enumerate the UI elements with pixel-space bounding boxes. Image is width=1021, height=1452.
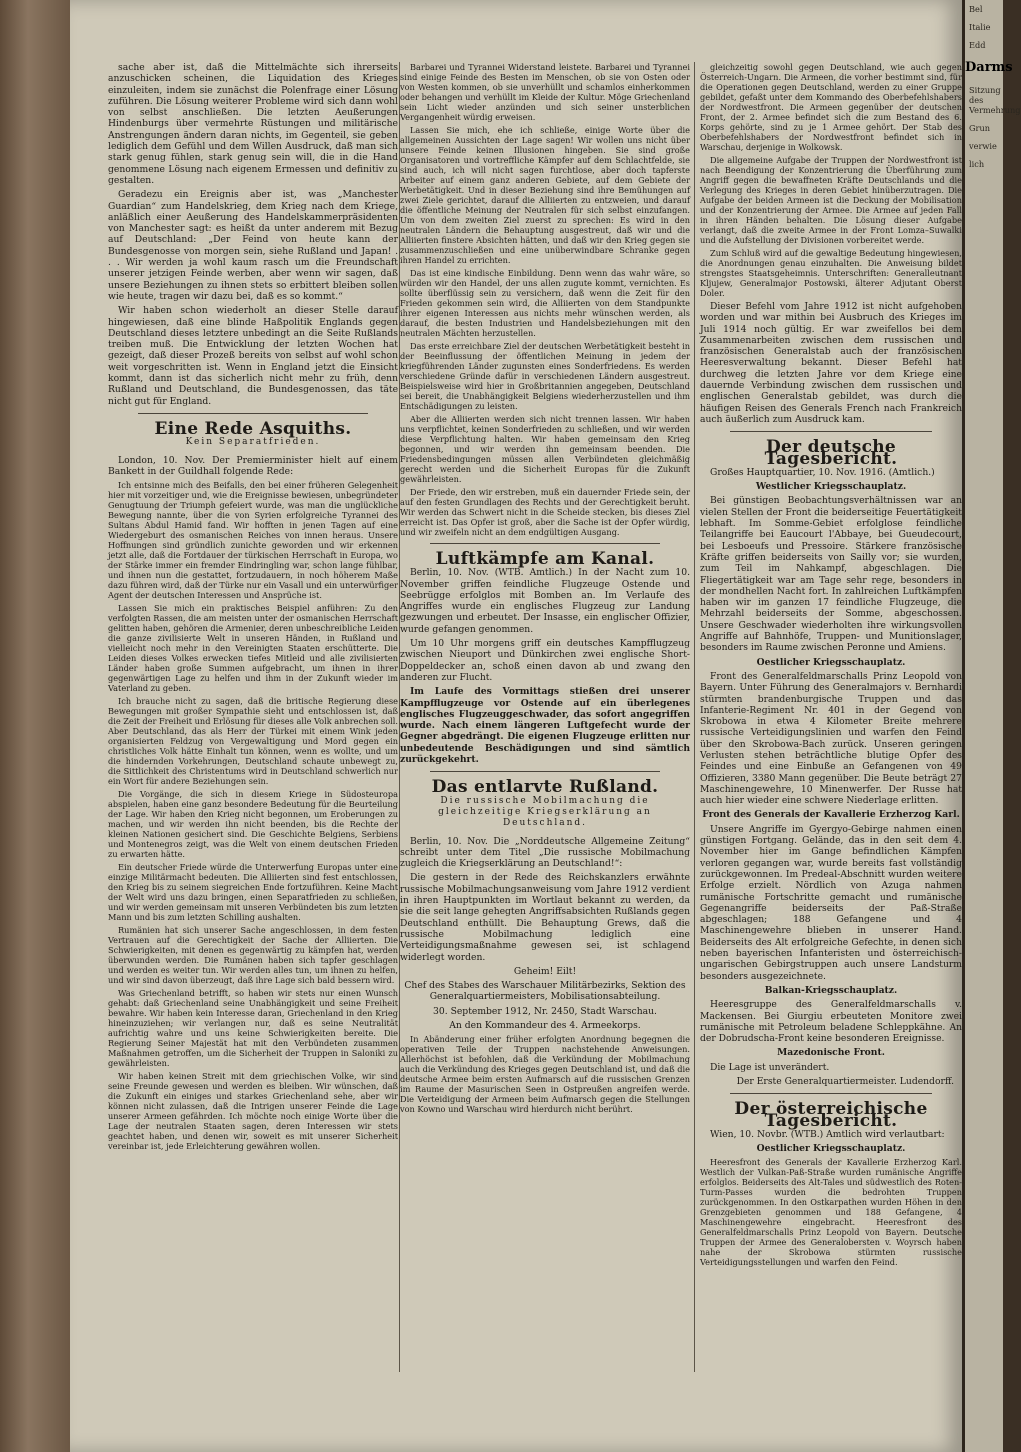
section-title: Oestlicher Kriegsschauplatz. <box>756 1143 906 1155</box>
paragraph: Heeresfront des Generals der Kavallerie Erzherzog Karl. Westlich der Vulkan-Paß-Straße wurden rumänische Angriffe erfolglos. Beiderseits des Alt-Tales und südwestlich des Roten-Turm-Passes wurden die bedrohten Truppen zurückgenommen. In den Ostkarpathen wurden Höhen in den Grenzgebieten genommen und 188 Gefangene, 4 Maschinengewehre eingebracht. Heeresfront des Generalfeldmarschalls Prinz Leopold von Bayern. Deutsche Truppen der Armee des Generalobersten v. Woyrsch haben nahe der Skrobowa stürmten russische Verteidigungsstellungen und warfen den Feind. <box>700 1157 962 1268</box>
section-title: Mazedonische Front. <box>777 1047 885 1059</box>
paragraph: Ich brauche nicht zu sagen, daß die britische Regierung diese Bewegungen mit großer Sympathie sieht und entschlossen ist, daß die Zeit der Freiheit und Erlösung für dieses alle Volk anbrechen soll. Aber Deutschland, das als Herr der Türkei mit einem Wink jeden organisierten Feldzug von Vergewaltigung und Mord gegen ein christliches Volk hätte Einhalt tun können, wenn es wollte, und um die hindernden Vorkehrungen, Deutschland schaute unbewegt zu, die Sittlichkeit des Christentums wird in Deutschland schwerlich nur ein Wort für andere Beziehungen sein. <box>108 696 398 787</box>
section-title: Oestlicher Kriegsschauplatz. <box>756 656 906 668</box>
paragraph: Lassen Sie mich ein praktisches Beispiel anführen: Zu den verfolgten Rassen, die am meisten unter der osmanischen Herrschaft gelitten haben, gehören die Armenier, deren unbeschreibliche Leiden die ganze zivilisierte Welt in unseren Händen, in Rußland und vielleicht noch mehr in den Vereinigten Staaten erschütterte. Die Leiden dieses Volkes erwecken tiefes Mitleid und alle zivilisierten Länder haben große Summen aufgebracht, um ihnen in ihrer gegenwärtigen Lage zu helfen und ihm in der Zukunft wieder im Vaterland zu geben. <box>108 603 398 694</box>
article-subhead: Kein Separatfrieden. <box>185 437 321 448</box>
doc-line: Geheim! Eilt! <box>513 965 577 977</box>
doc-line: 30. September 1912, Nr. 2450, Stadt Warschau. <box>433 1005 657 1017</box>
column-2 <box>400 62 690 1372</box>
adjacent-page-headline: Darms <box>965 60 1013 75</box>
paragraph: In Abänderung einer früher erfolgten Anordnung begegnen die operativen Teile der Truppen nachstehende Anweisungen. Allerhöchst ist befohlen, daß die Verkündung der Mobilmachung auch die Verkündung des Krieges gegen Deutschland ist, und daß die deutsche Armee beim ersten Aufmarsch auf die russischen Grenzen im Raume der Masurischen Seen in Ostpreußen angreifen werde. Die Verteidigung der Armeen beim Aufmarsch gegen die Stellungen von Kowno und Warschau wird hierdurch nicht berührt. <box>400 1034 690 1115</box>
paragraph: Ich entsinne mich des Beifalls, den bei einer früheren Gelegenheit hier mit vorzeitiger und, wie die Ereignisse bewiesen, unbegründeter Genugtuung der Triumph gefeiert wurde, was man die unglückliche Bewegung nannte, über die von Syrien erfolgreiche Tyrannei des Sultans Abdul Hamid fand. Wir hofften in jenen Tagen auf eine Wiedergeburt des osmanischen Reiches von innen heraus. Unsere Hoffnungen sind gründlich zunichte geworden und wir erkennen jetzt alle, daß die Fortdauer der türkischen Herrschaft in Europa, wo der Stärke immer ein fremder Eindringling war, schon lange fühlbar, und ihnen nun die gestattet, fortzudauern, in noch höherem Maße dazu führen wird, daß der Türke nur ein Vasall und ein unterwürfiger Agent der deutschen Interessen und Ansprüche ist. <box>108 480 398 601</box>
paragraph: Aber die Alliierten werden sich nicht trennen lassen. Wir haben uns verpflichtet, keinen Sonderfrieden zu schließen, und wir werden diese Verpflichtung halten. Wir haben gemeinsam den Krieg begonnen, und wir werden ihn gemeinsam beenden. Die Friedensbedingungen müssen allen Verbündeten gleichmäßig gerecht werden und die Sicherheit Europas für die Zukunft gewährleisten. <box>400 414 690 484</box>
paragraph: Heeresgruppe des Generalfeldmarschalls v. Mackensen. Bei Giurgiu erbeuteten Monitore zwei rumänische mit Petroleum beladene Schleppkähne. An der Dobrudscha-Front keine besonderen Ereignisse. <box>700 999 962 1045</box>
section-title: Westlicher Kriegsschauplatz. <box>755 481 907 493</box>
dateline: Wien, 10. Novbr. (WTB.) Amtlich wird verlautbart: <box>710 1128 945 1140</box>
paragraph: Dieser Befehl vom Jahre 1912 ist nicht aufgehoben worden und war mithin bei Ausbruch des Krieges im Juli 1914 noch gültig. Er war zweifellos bei dem Zusammenarbeiten zwischen dem russischen und französischen Generalstab auch der französischen Heeresverwaltung bekannt. Dieser Befehl hat durchweg die letzten Jahre vor dem Kriege eine dauernde Verbindung zwischen dem russischen und englischen Generalstab gebildet, was durch die häufigen Reisen des Generals French nach Frankreich auch äußerlich zum Ausdruck kam. <box>700 301 962 425</box>
adjacent-page-fragment: Italie <box>969 22 991 32</box>
dateline: London, 10. Nov. Der Premierminister hielt auf einem Bankett in der Guildhall folgende Rede: <box>108 454 398 477</box>
doc-line: An den Kommandeur des 4. Armeekorps. <box>449 1019 641 1031</box>
paragraph: Ein deutscher Friede würde die Unterwerfung Europas unter eine einzige Militärmacht bedeuten. Die Alliierten sind fest entschlossen, den Krieg bis zu seinem siegreichen Ende fortzuführen. Keine Macht der Welt wird uns dazu bringen, einen Separatfrieden zu schließen, und wir werden gemeinsam mit unseren Verbündeten bis zum letzten Mann und bis zum letzten Schilling aushalten. <box>108 862 398 923</box>
article-body <box>108 480 398 1151</box>
paragraph: Barbarei und Tyrannei Widerstand leistete. Barbarei und Tyrannei sind einige Feinde des Besten im Menschen, ob sie von Osten oder von Westen kommen, ob sie unverhüllt und schamlos einherkommen oder behangen und verhüllt im Kleide der Kultur. Möge Griechenland sein Licht wieder anzünden und sich seiner unsterblichen Vergangenheit würdig erweisen. <box>400 62 690 122</box>
newspaper-page <box>70 0 962 1452</box>
paragraph: Der Friede, den wir erstreben, muß ein dauernder Friede sein, der auf den festen Grundlagen des Rechts und der Gerechtigkeit beruht. Wir werden das Schwert nicht in die Scheide stecken, bis dieses Ziel erreicht ist. Das Opfer ist groß, aber die Sache ist der Opfer würdig, und wir zweifeln nicht an dem endgültigen Ausgang. <box>400 487 690 537</box>
paragraph: Die Vorgänge, die sich in diesem Kriege in Südosteuropa abspielen, haben eine ganz besondere Bedeutung für die Beurteilung der Lage. Wir haben den Krieg nicht begonnen, um Eroberungen zu machen, und wir werden ihn nicht beenden, bis die Rechte der kleinen Nationen gesichert sind. Die Geschichte Belgiens, Serbiens und Montenegros zeigt, was die Welt von einem deutschen Frieden zu erwarten hätte. <box>108 789 398 860</box>
paragraph: Front des Generalfeldmarschalls Prinz Leopold von Bayern. Unter Führung des Generalmajors v. Bernhardi stürmten brandenburgische Truppen und das Infanterie-Regiment Nr. 401 in der Gegend von Skrobowa in etwa 4 Kilometer Breite mehrere russische Verteidigungslinien und warfen den Feind über den Skrobowa-Bach zurück. Unseren geringen Verlusten stehen beträchtliche blutige Opfer des Feindes und eine Einbuße an Gefangenen von 49 Offizieren, 3380 Mann gegenüber. Die Beute beträgt 27 Maschinengewehre, 10 Minenwerfer. Der Russe hat auch hier wieder eine schwere Niederlage erlitten. <box>700 670 962 807</box>
divider <box>730 1093 932 1094</box>
quoted-document <box>400 966 690 1114</box>
paragraph: Die Lage ist unverändert. <box>710 1061 830 1073</box>
article-headline: Der deutsche Tagesbericht. <box>764 437 898 469</box>
paragraph: Berlin, 10. Nov. Die „Norddeutsche Allgemeine Zeitung“ schreibt unter dem Titel „Die russische Mobilmachung zugleich die Kriegserklärung an Deutschland!“: <box>400 835 690 870</box>
paragraph: Um 10 Uhr morgens griff ein deutsches Kampfflugzeug zwischen Nieuport und Dünkirchen zwei englische Short-Doppeldecker an, schoß einen davon ab und zwang den anderen zur Flucht. <box>400 638 690 683</box>
adjacent-page-fragment: Sitzung des Vermehrung <box>969 85 1021 115</box>
adjacent-page-fragment: Bel <box>969 4 983 14</box>
adjacent-page-fragment: Edd <box>969 40 986 50</box>
section-title: Balkan-Kriegsschauplatz. <box>764 984 898 996</box>
article-body <box>400 62 690 537</box>
paragraph: sache aber ist, daß die Mittelmächte sich ihrerseits anzuschicken scheinen, die Liquidation des Krieges einzuleiten, indem sie zunächst die Polenfrage einer Lösung zuführen. Die Lösung weiterer Probleme wird sich dann wohl von selbst anschließen. Die letzten Aeußerungen Hindenburgs über vermehrte Rüstungen und militärische Anstrengungen ändern daran nichts, im Gegenteil, sie geben lediglich dem Gefühl und dem Willen Ausdruck, daß man sich stark genug fühlen, stark genug sein will, die in die Hand genommene Lösung nach eigenem Ermessen und definitiv zu gestalten. <box>108 62 398 186</box>
divider <box>430 543 660 544</box>
paragraph: Was Griechenland betrifft, so haben wir stets nur einen Wunsch gehabt: daß Griechenland seine Unabhängigkeit und seine Freiheit bewahre. Wir haben kein Interesse daran, Griechenland in den Krieg hineinzuziehen; wir verlangen nur, daß es seine Neutralität aufrichtig wahre und uns keine Schwierigkeiten bereite. Die Regierung Seiner Majestät hat mit den Verbündeten zusammen Maßnahmen getroffen, um die Sicherheit der Truppen in Saloniki zu gewährleisten. <box>108 988 398 1069</box>
column-3 <box>700 62 962 1372</box>
adjacent-page-fragment: verwie <box>969 141 997 151</box>
doc-line: Chef des Stabes des Warschauer Militärbezirks, Sektion des Generalquartiermeisters, Mobilisationsabteilung. <box>404 980 686 1003</box>
divider <box>430 771 660 772</box>
divider <box>730 431 932 432</box>
article-body <box>700 62 962 298</box>
column-divider <box>694 62 695 1372</box>
dateline: Großes Hauptquartier, 10. Nov. 1916. (Amtlich.) <box>710 466 935 478</box>
book-spine <box>0 0 70 1452</box>
section-title: Front des Generals der Kavallerie Erzherzog Karl. <box>702 809 960 821</box>
article-body <box>700 1157 962 1267</box>
paragraph: Unsere Angriffe im Gyergyo-Gebirge nahmen einen günstigen Fortgang. Gelände, das in den seit dem 4. November hier im Gange befindlichen Kämpfen verloren gegangen war, wurde bereits fast vollständig zurückgewonnen. Im Predeal-Abschnitt wurden weitere Erfolge erzielt. Nördlich von Azuga nahmen rumänische Fortschritte gemacht und rumänische Gegenangriffe beiderseits der Paß-Straße abgeschlagen; 188 Gefangene und 4 Maschinengewehre blieben in unserer Hand. Beiderseits des Alt erfolgreiche Gefechte, in denen sich neben bayerischen Infanteristen und österreichisch-ungarischen Gebirgstruppen auch unsere Landsturm besonders ausgezeichnete. <box>700 823 962 982</box>
paragraph: Geradezu ein Ereignis aber ist, was „Manchester Guardian“ zum Handelskrieg, dem Krieg nach dem Kriege, anläßlich einer Aeußerung des Handelskammerpräsidenten von Manchester sagt: es heißt da unter anderem mit Bezug auf Deutschland: „Der Feind von heute kann der Bundesgenosse von morgen sein, siehe Rußland und Japan! . . . Wir werden ja wohl kaum rasch um die Freundschaft unserer jetzigen Feinde werben, aber wenn wir sagen, daß unsere Beziehungen zu ihnen stets so erbittert bleiben sollen wie heute, tragen wir dazu bei, daß es so kommt.“ <box>108 189 398 302</box>
article-headline: Der österreichische Tagesbericht. <box>734 1099 928 1131</box>
article-headline: Eine Rede Asquiths. <box>154 418 352 439</box>
adjacent-page-fragment: Grun <box>969 123 991 133</box>
paragraph: Bei günstigen Beobachtungsverhältnissen war an vielen Stellen der Front die beiderseitige Feuertätigkeit lebhaft. Im Somme-Gebiet erfolglose feindliche Teilangriffe bei Eaucourt l'Abbaye, bei Gueudecourt, bei Lesboeufs und Pressoire. Stärkere französische Kräfte griffen beiderseits von Sailly vor; sie wurden, zum Teil im Nahkampf, abgeschlagen. Die Fliegertätigkeit war am Tage sehr rege, besonders in der mondhellen Nacht fort. In zahlreichen Luftkämpfen haben wir im ganzen 17 feindliche Flugzeuge, die Mehrzahl beiderseits der Somme, abgeschossen. Unsere Geschwader wiederholten ihre wirkungsvollen Angriffe auf Bahnhöfe, Truppen- und Munitionslager, besonders im Raume zwischen Peronne und Amiens. <box>700 495 962 654</box>
paragraph: Die gestern in der Rede des Reichskanzlers erwähnte russische Mobilmachungsanweisung vom Jahre 1912 verdient in ihren Hauptpunkten im Wortlaut bekannt zu werden, da sie die seit lange gehegten Angriffsabsichten Rußlands gegen Deutschland enthüllt. Die Behauptung Grews, daß die russische Mobilmachung lediglich eine Verteidigungsmaßnahme gewesen sei, ist schlagend widerlegt worden. <box>400 872 690 963</box>
paragraph: Das erste erreichbare Ziel der deutschen Werbetätigkeit besteht in der Beeinflussung der öffentlichen Meinung in jedem der kriegführenden Länder zugunsten eines Sonderfriedens. Es werden verschiedene Gründe dafür in verschiedenen Ländern ausgestreut. Beispielsweise wird hier in Großbritannien angegeben, Deutschland sei bereit, die Unabhängigkeit Belgiens wiederherzustellen und ihm Entschädigungen zu leisten. <box>400 341 690 411</box>
paragraph: gleichzeitig sowohl gegen Deutschland, wie auch gegen Österreich-Ungarn. Die Armeen, die vorher bestimmt sind, für die Operationen gegen Deutschland, werden zu einer Gruppe gebildet, gefaßt unter dem Kommando des Oberbefehlshabers der Nordwestfront. Die Armeen gegenüber der deutschen Front, der 2. Armee befindet sich die zum Bestand des 6. Korps gehörte, sind zu je 1 Armee gehört. Der Stab des Oberbefehlshabers der Nordwestfront befindet sich in Warschau, derjenige in Wolkowsk. <box>700 62 962 152</box>
signature: Der Erste Generalquartiermeister. Ludendorff. <box>736 1076 954 1087</box>
paragraph: Das ist eine kindische Einbildung. Denn wenn das wahr wäre, so würden wir den Handel, der uns allen zugute kommt, vernichten. Es sollte überflüssig sein zu versichern, daß wenn die Zeit für den Frieden gekommen sein wird, die Alliierten von dem Standpunkte ihrer eigenen Interessen aus nichts mehr wünschen werden, als darauf, die besten Industrien und Handelsbeziehungen mit den neutralen Mächten herzustellen. <box>400 268 690 338</box>
adjacent-page-edge <box>962 0 1021 1452</box>
article-headline: Das entlarvte Rußland. <box>431 777 659 798</box>
paragraph: Im Laufe des Vormittags stießen drei unserer Kampfflugzeuge vor Ostende auf ein überlegenes englisches Flugzeuggeschwader, das sofort angegriffen wurde. Nach einem längeren Luftgefecht wurde der Gegner abgedrängt. Die eigenen Flugzeuge erlitten nur unbedeutende Beschädigungen und sind sämtlich zurückgekehrt. <box>400 686 690 766</box>
paragraph: Lassen Sie mich, ehe ich schließe, einige Worte über die allgemeinen Aussichten der Lage sagen! Wir wollen uns nicht über unsere Feinde keinen Illusionen hingeben. Sie sind große Organisatoren und vortreffliche Kämpfer auf dem Schlachtfelde, sie sind auch, ich will nicht sagen furchtlose, aber doch tapferste Arbeiter auf einem ganz anderen Gebiete, auf dem Gebiete der Werbetätigkeit. Und in dieser Beziehung sind ihre Bemühungen auf zwei Ziele gerichtet, darauf die Alliierten zu entzweien, und darauf die öffentliche Meinung der Neutralen für sich selbst einzufangen. Um von dem zweiten Ziel zuerst zu sprechen: Es wird in den neutralen Ländern die Behauptung ausgestreut, daß wir und die Alliierten finstere Absichten hätten, und daß wir den Krieg gegen sie zusammenzuschließen und eine unüberwindbare Schranke gegen ihren Handel zu errichten. <box>400 125 690 265</box>
article-headline: Luftkämpfe am Kanal. <box>435 549 655 569</box>
adjacent-page-fragment: lich <box>969 159 985 169</box>
column-1 <box>108 62 398 1372</box>
paragraph: Wir haben keinen Streit mit dem griechischen Volke, wir sind seine Freunde gewesen und werden es bleiben. Wir wünschen, daß die Zukunft ein einiges und starkes Griechenland sehe, aber wir können nicht zulassen, daß die Intrigen unserer Feinde die Lage unserer Armeen gefährden. Ich möchte noch einige Worte über die Lage der neutralen Staaten sagen, deren Interessen wir stets geachtet haben, und denen wir, soweit es mit unserer Sicherheit vereinbar ist, jede Erleichterung gewähren wollen. <box>108 1071 398 1152</box>
dateline: Berlin, 10. Nov. (WTB. Amtlich.) In der Nacht zum 10. November griffen feindliche Flugzeuge Ostende und Seebrügge erfolglos mit Bomben an. Im Verlaufe des Angriffes wurde ein englisches Flugzeug zur Landung gezwungen und erbeutet. Der Insasse, ein englischer Offizier, wurde gefangen genommen. <box>400 567 690 635</box>
paragraph: Die allgemeine Aufgabe der Truppen der Nordwestfront ist nach Beendigung der Konzentrierung die Überführung zum Angriff gegen die bewaffneten Kräfte Deutschlands und die Verlegung des Krieges in deren Gebiet hinüberzutragen. Die Aufgabe der beiden Armeen ist die Deckung der Mobilisation und der Konzentrierung der Armee. Die Armee auf jeden Fall in ihren Händen behalten. Die Lösung dieser Aufgabe verlangt, daß die zweite Armee in der Front Lomza–Suwalki und die Aufstellung der Divisionen vorbereitet werde. <box>700 155 962 245</box>
paragraph: Rumänien hat sich unserer Sache angeschlossen, in dem festen Vertrauen auf die Gerechtigkeit der Sache der Alliierten. Die Schwierigkeiten, mit denen es gegenwärtig zu kämpfen hat, werden überwunden werden. Die Rumänen haben sich tapfer geschlagen und werden es weiter tun. Wir werden alles tun, um ihnen zu helfen, und wir sind davon überzeugt, daß ihre Lage sich bald bessern wird. <box>108 925 398 986</box>
paragraph: Wir haben schon wiederholt an dieser Stelle darauf hingewiesen, daß eine blinde Haßpolitik Englands gegen Deutschland dieses letztere unbedingt an die Seite Rußlands treiben muß. Die Entwicklung der letzten Wochen hat gezeigt, daß dieser Prozeß bereits von selbst auf wohl schon weit vorgeschritten ist. Wenn in England jetzt die Einsicht kommt, dann ist das sicherlich nicht mehr zu früh, denn Rußland und Deutschland, die Bundesgenossen, das täte nicht gut für England. <box>108 305 398 407</box>
article-subhead: Die russische Mobilmachung die gleichzeitige Kriegserklärung an Deutschland. <box>438 795 652 829</box>
divider <box>138 413 368 414</box>
paragraph: Zum Schluß wird auf die gewaltige Bedeutung hingewiesen, die Anordnungen genau einzuhalten. Die Anweisung bildet strengstes Staatsgeheimnis. Unterschriften: Generalleutnant Kljujew, Generalmajor Postowski, älterer Adjutant Oberst Doler. <box>700 248 962 298</box>
